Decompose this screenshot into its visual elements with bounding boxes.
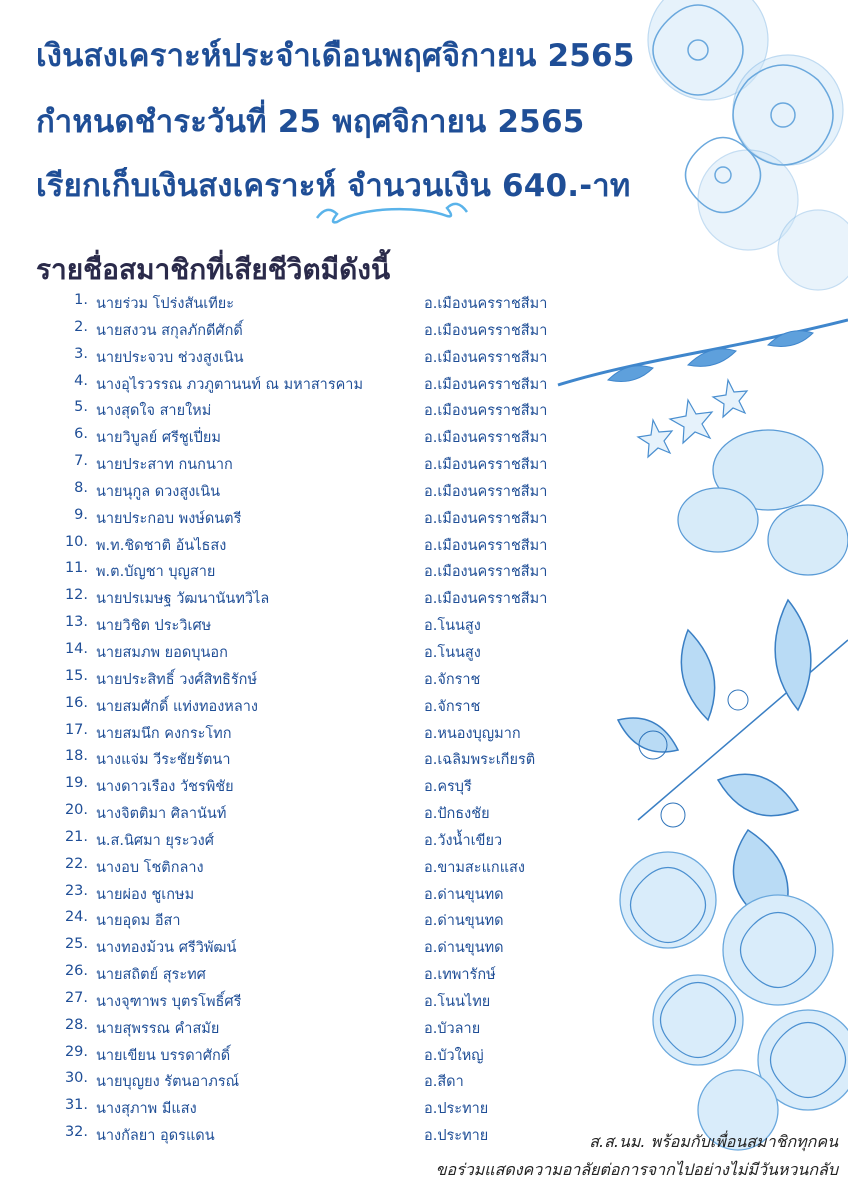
member-number: 32.	[64, 1124, 88, 1141]
list-item	[54, 292, 594, 319]
list-item	[54, 695, 594, 722]
member-name: พ.ต.บัญชา บุญสาย	[96, 564, 216, 581]
footer-sender: ส.ส.นม. พร้อมกับเพื่อนสมาชิกทุกคน	[589, 1132, 838, 1151]
member-name: นางอุไรวรรณ ภวภูตานนท์ ณ มหาสารคาม	[96, 376, 364, 393]
member-number: 19.	[64, 775, 88, 792]
list-item	[54, 856, 594, 883]
list-item	[54, 480, 594, 507]
list-item	[54, 936, 594, 963]
list-item	[54, 775, 594, 802]
list-item	[54, 319, 594, 346]
member-number: 1.	[74, 292, 88, 308]
list-title: รายชื่อสมาชิกที่เสียชีวิตมีดังนี้	[36, 253, 391, 286]
member-number: 3.	[74, 345, 88, 362]
member-number: 15.	[64, 667, 88, 684]
member-number: 22.	[64, 855, 88, 872]
member-name: นางจุฑาพร บุตรโพธิ์ศรี	[96, 993, 242, 1010]
member-number: 30.	[64, 1070, 88, 1087]
member-number: 17.	[64, 721, 88, 738]
list-item	[54, 534, 594, 561]
member-district: อ.เมืองนครราชสีมา	[424, 296, 548, 312]
member-district: อ.ด่านขุนทด	[424, 886, 504, 903]
member-name: นางกัลยา อุดรแดน	[96, 1128, 215, 1145]
member-name: นายวิบูลย์ ศรีชูเปี่ยม	[96, 430, 221, 447]
flourish-divider	[312, 198, 472, 228]
list-item	[54, 346, 594, 373]
member-district: อ.เมืองนครราชสีมา	[424, 510, 548, 527]
member-district: อ.ปักธงชัย	[424, 806, 490, 823]
member-name: นางดาวเรือง วัชรพิชัย	[96, 779, 234, 796]
list-item	[54, 399, 594, 426]
member-name: นายสมศักดิ์ แท่งทองหลาง	[96, 698, 258, 715]
member-number: 2.	[74, 318, 88, 335]
list-item	[54, 668, 594, 695]
member-district: อ.เมืองนครราชสีมา	[424, 483, 548, 500]
member-district: อ.บัวลาย	[424, 1020, 481, 1037]
member-name: นางสุดใจ สายใหม่	[96, 403, 212, 420]
member-district: อ.จักราช	[424, 671, 481, 688]
member-number: 11.	[64, 560, 88, 577]
member-name: นางสุภาพ มีแสง	[96, 1101, 197, 1118]
member-name: นายประสาท กนกนาก	[96, 457, 233, 474]
member-district: อ.โนนไทย	[424, 993, 491, 1010]
member-number: 13.	[64, 614, 88, 631]
member-number: 28.	[64, 1016, 88, 1033]
member-district: อ.เฉลิมพระเกียรติ	[424, 752, 536, 769]
list-item	[54, 614, 594, 641]
member-number: 25.	[64, 936, 88, 953]
member-number: 20.	[64, 802, 88, 819]
list-item	[54, 426, 594, 453]
member-number: 8.	[74, 479, 88, 496]
member-name: นายสมนึก คงกระโทก	[96, 725, 232, 742]
member-list	[54, 292, 594, 1151]
member-number: 5.	[74, 399, 88, 416]
member-district: อ.ด่านขุนทด	[424, 940, 504, 957]
member-name: นายร่วม โปร่งสันเทียะ	[96, 296, 235, 312]
member-number: 18.	[64, 748, 88, 765]
member-district: อ.ประทาย	[424, 1101, 489, 1118]
member-district: อ.เมืองนครราชสีมา	[424, 349, 548, 366]
member-district: อ.เมืองนครราชสีมา	[424, 376, 548, 393]
list-item	[54, 1044, 594, 1071]
list-item	[54, 453, 594, 480]
list-item	[54, 1097, 594, 1124]
member-name: นางทองม้วน ศรีวิพัฒน์	[96, 940, 237, 957]
member-number: 24.	[64, 909, 88, 926]
member-district: อ.สีดา	[424, 1074, 464, 1091]
list-item	[54, 883, 594, 910]
member-number: 23.	[64, 882, 88, 899]
member-number: 9.	[74, 506, 88, 523]
list-item	[54, 722, 594, 749]
list-item	[54, 1124, 594, 1151]
member-number: 21.	[64, 828, 88, 845]
footer-condolence: ขอร่วมแสดงความอาลัยต่อการจากไปอย่างไม่มีวันหวนกลับ	[435, 1160, 838, 1179]
member-district: อ.วังน้ำเขียว	[424, 832, 503, 849]
list-item	[54, 963, 594, 990]
headline-amount: เรียกเก็บเงินสงเคราะห์ จำนวนเงิน 640.-าท	[36, 168, 631, 204]
member-district: อ.เมืองนครราชสีมา	[424, 322, 548, 339]
member-number: 29.	[64, 1043, 88, 1060]
member-number: 27.	[64, 989, 88, 1006]
list-item	[54, 802, 594, 829]
member-district: อ.เมืองนครราชสีมา	[424, 564, 548, 581]
member-name: พ.ท.ชิดชาติ อ้นไธสง	[96, 537, 227, 554]
member-number: 7.	[74, 453, 88, 470]
member-name: นายประสิทธิ์ วงศ์สิทธิรักษ์	[96, 671, 258, 688]
member-district: อ.เมืองนครราชสีมา	[424, 537, 548, 554]
member-district: อ.เมืองนครราชสีมา	[424, 591, 548, 608]
list-item	[54, 587, 594, 614]
member-number: 10.	[64, 533, 88, 550]
member-number: 6.	[74, 426, 88, 443]
member-name: นายเขียน บรรดาศักดิ์	[96, 1047, 231, 1064]
list-item	[54, 829, 594, 856]
list-item	[54, 990, 594, 1017]
member-name: นายวิชิต ประวิเศษ	[96, 618, 212, 635]
member-district: อ.เมืองนครราชสีมา	[424, 457, 548, 474]
member-district: อ.บัวใหญ่	[424, 1047, 484, 1064]
member-number: 14.	[64, 640, 88, 657]
member-district: อ.เมืองนครราชสีมา	[424, 403, 548, 420]
member-name: นายบุญยง รัตนอาภรณ์	[96, 1074, 240, 1091]
member-name: นายผ่อง ชูเกษม	[96, 886, 195, 903]
member-district: อ.ด่านขุนทด	[424, 913, 504, 930]
member-name: นายนุกูล ดวงสูงเนิน	[96, 483, 221, 500]
member-number: 4.	[74, 372, 88, 389]
member-district: อ.ขามสะแกแสง	[424, 859, 525, 876]
headline-due-date: กำหนดชำระวันที่ 25 พฤศจิกายน 2565	[36, 104, 585, 140]
list-item	[54, 748, 594, 775]
member-name: นายสงวน สกุลภักดีศักดิ์	[96, 322, 243, 339]
headline-month: เงินสงเคราะห์ประจำเดือนพฤศจิกายน 2565	[36, 38, 635, 74]
member-district: อ.ประทาย	[424, 1128, 489, 1145]
member-name: นายอุดม อีสา	[96, 913, 181, 930]
member-district: อ.เทพารักษ์	[424, 967, 496, 984]
list-item	[54, 560, 594, 587]
member-number: 12.	[64, 587, 88, 604]
member-number: 26.	[64, 963, 88, 980]
member-district: อ.หนองบุญมาก	[424, 725, 521, 742]
member-district: อ.ครบุรี	[424, 779, 472, 796]
list-item	[54, 1017, 594, 1044]
list-item	[54, 1070, 594, 1097]
member-name: นายประจวบ ช่วงสูงเนิน	[96, 349, 244, 366]
member-district: อ.โนนสูง	[424, 644, 481, 661]
member-number: 31.	[64, 1097, 88, 1114]
member-name: นายสถิตย์ สุระทศ	[96, 967, 206, 984]
member-district: อ.เมืองนครราชสีมา	[424, 430, 548, 447]
member-name: นางอบ โชติกลาง	[96, 859, 204, 876]
member-name: น.ส.นิศมา ยุระวงศ์	[96, 832, 214, 849]
list-item	[54, 909, 594, 936]
member-name: นางจิตติมา ศิลานันท์	[96, 806, 227, 823]
list-item	[54, 507, 594, 534]
member-number: 16.	[64, 694, 88, 711]
member-district: อ.จักราช	[424, 698, 481, 715]
list-item	[54, 373, 594, 400]
member-name: นางแจ่ม วีระชัยรัตนา	[96, 752, 231, 769]
member-name: นายปรเมษฐ วัฒนานันทวิไล	[96, 591, 270, 608]
member-name: นายสุพรรณ คำสมัย	[96, 1020, 220, 1037]
member-name: นายประกอบ พงษ์ดนตรี	[96, 510, 242, 527]
list-item	[54, 641, 594, 668]
member-name: นายสมภพ ยอดบุนอก	[96, 644, 228, 661]
member-district: อ.โนนสูง	[424, 618, 481, 635]
